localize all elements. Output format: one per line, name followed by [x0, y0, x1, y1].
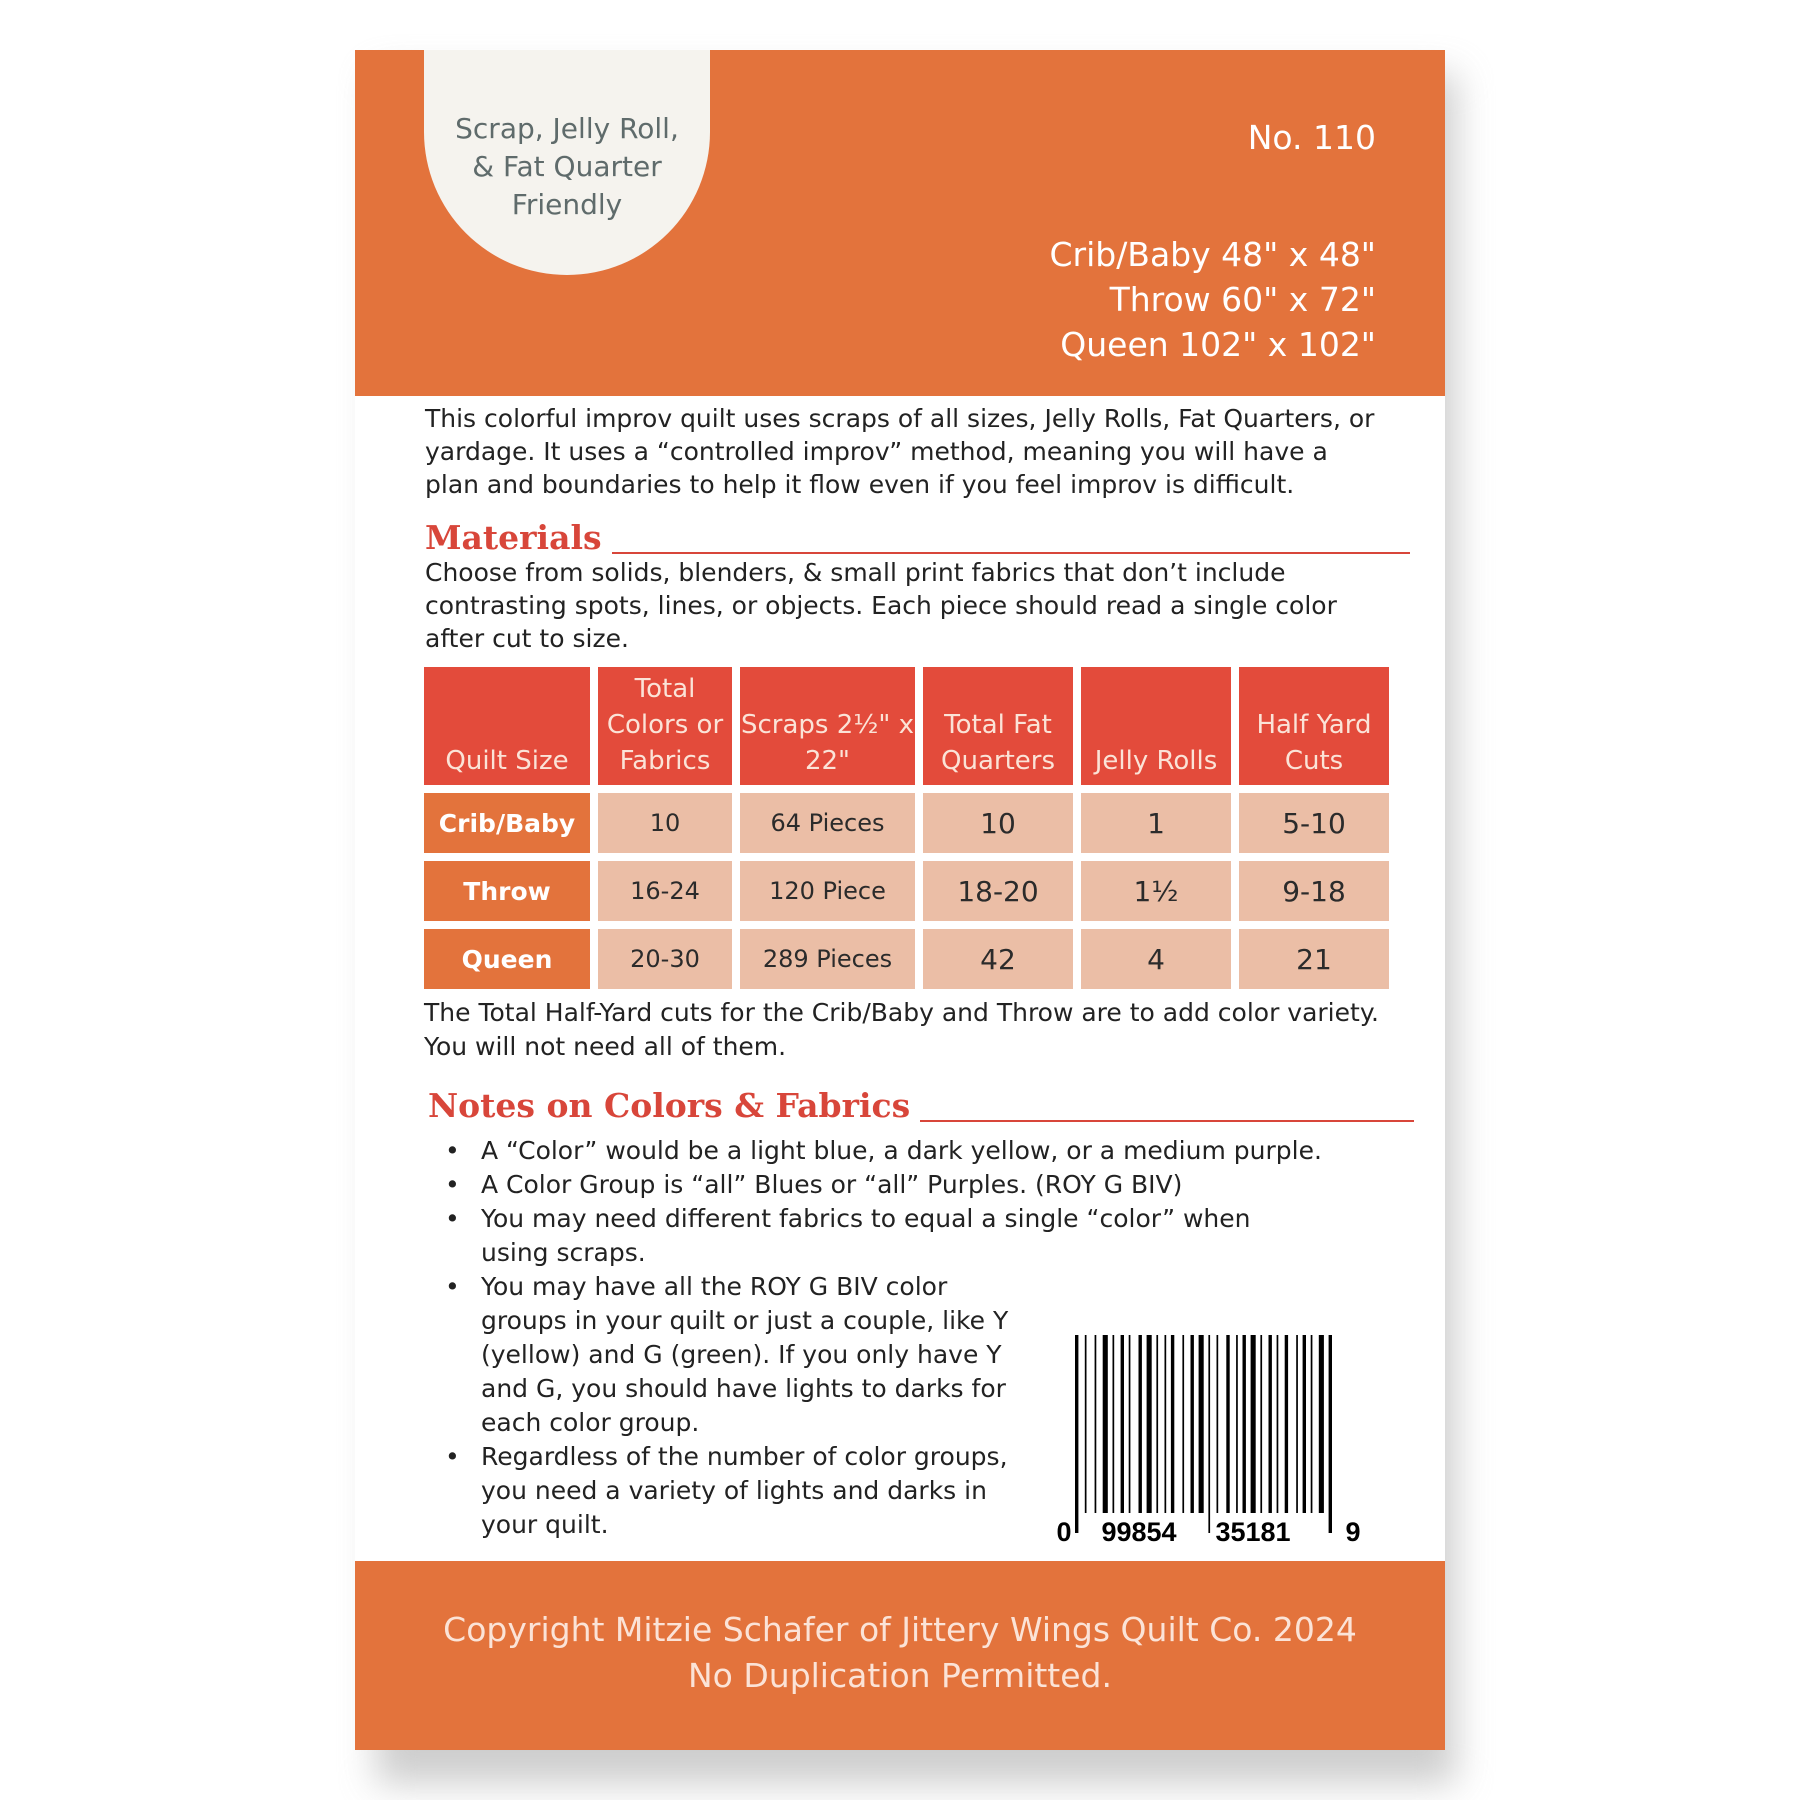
bullet: •: [445, 1272, 460, 1301]
header-band: [355, 50, 1445, 396]
barcode-bar: [1329, 1335, 1332, 1533]
table-cell: 21: [1239, 929, 1389, 989]
barcode-bar: [1217, 1335, 1219, 1513]
barcode-bars: [1075, 1335, 1332, 1533]
notes-title: Notes on Colors & Fabrics: [428, 1086, 911, 1125]
barcode-digit: 9: [1345, 1517, 1361, 1547]
bullet: •: [445, 1442, 460, 1471]
barcode: [1055, 1335, 1365, 1550]
badge-line: Friendly: [511, 188, 623, 221]
table-cell: 289 Pieces: [740, 929, 915, 989]
barcode-bar: [1311, 1335, 1313, 1513]
barcode-bar: [1085, 1335, 1087, 1513]
barcode-bar: [1251, 1335, 1256, 1513]
header-half-yard-cuts: Half Yard Cuts: [1239, 667, 1389, 785]
header-total-colors: Total Colors or Fabrics: [598, 667, 732, 785]
header-jelly-rolls: Jelly Rolls: [1081, 667, 1231, 785]
bullet: •: [445, 1136, 460, 1165]
size-throw: Throw 60" x 72": [1109, 280, 1376, 319]
barcode-bar: [1182, 1335, 1184, 1513]
bullet: •: [445, 1204, 460, 1233]
barcode-bar: [1199, 1335, 1204, 1513]
table-cell: 16-24: [598, 861, 732, 921]
table-cell: 10: [923, 793, 1073, 853]
barcode-bar: [1075, 1335, 1078, 1533]
barcode-bar: [1269, 1335, 1272, 1513]
list-item-text: You may need different fabrics to equal a single “color” when using scraps.: [481, 1204, 1251, 1267]
table-cell: 4: [1081, 929, 1231, 989]
barcode-digit: 0: [1056, 1517, 1072, 1547]
size-crib-baby: Crib/Baby 48" x 48": [1049, 235, 1376, 274]
row-label-queen: Queen: [424, 929, 590, 989]
notes-heading: [428, 1086, 1414, 1126]
table-cell: 64 Pieces: [740, 793, 915, 853]
barcode-bar: [1095, 1335, 1097, 1513]
list-item-text: You may have all the ROY G BIV color groups in your quilt or just a couple, like Y (yellow) and G (green). If you only have Y and G, you should have lights to darks for each color group.: [481, 1272, 1009, 1437]
barcode-bar: [1129, 1335, 1131, 1513]
no-duplication-line: No Duplication Permitted.: [688, 1656, 1112, 1695]
badge-line: Scrap, Jelly Roll,: [455, 112, 679, 145]
barcode-bar: [1147, 1335, 1152, 1513]
badge-line: & Fat Quarter: [472, 150, 662, 183]
copyright-line: Copyright Mitzie Schafer of Jittery Wings Quilt Co. 2024: [443, 1610, 1357, 1649]
footer-band: [355, 1561, 1445, 1750]
intro-paragraph: This colorful improv quilt uses scraps of all sizes, Jelly Rolls, Fat Quarters, or yardage. It uses a “controlled improv” method, meaning you will have a plan and boundaries to help it flow even if you feel improv is difficult.: [425, 404, 1375, 499]
table-cell: 120 Piece: [740, 861, 915, 921]
friendly-badge: [424, 50, 710, 275]
barcode-bar: [1208, 1335, 1210, 1533]
barcode-bar: [1319, 1335, 1324, 1513]
materials-heading: [425, 518, 1410, 558]
materials-title: Materials: [425, 518, 602, 557]
barcode-bar: [1103, 1335, 1108, 1513]
list-item: [443, 1202, 1321, 1270]
materials-text: Choose from solids, blenders, & small print fabrics that don’t include contrasting spots, lines, or objects. Each piece should read a single color after cut to size.: [425, 558, 1337, 653]
notes-rule: [920, 1120, 1414, 1122]
barcode-bar: [1156, 1335, 1158, 1513]
pattern-number: No. 110: [1247, 118, 1376, 157]
table-cell: 1: [1081, 793, 1231, 853]
barcode-digit: 35181: [1215, 1517, 1291, 1547]
table-note: The Total Half-Yard cuts for the Crib/Baby and Throw are to add color variety. You will not need all of them.: [424, 998, 1379, 1061]
barcode-bar: [1191, 1335, 1194, 1513]
barcode-bar: [1243, 1335, 1246, 1513]
row-label-throw: Throw: [424, 861, 590, 921]
header-scraps: Scraps 2½" x 22": [740, 667, 915, 785]
barcode-bar: [1139, 1335, 1142, 1513]
barcode-bar: [1165, 1335, 1167, 1513]
size-queen: Queen 102" x 102": [1060, 325, 1376, 364]
barcode-bar: [1303, 1335, 1306, 1513]
barcode-bar: [1226, 1335, 1229, 1513]
barcode-bar: [1171, 1335, 1174, 1513]
list-item-text: A Color Group is “all” Blues or “all” Purples. (ROY G BIV): [481, 1170, 1183, 1199]
barcode-bar: [1277, 1335, 1279, 1513]
table-cell: 9-18: [1239, 861, 1389, 921]
materials-table: [424, 667, 1389, 989]
materials-rule: [612, 552, 1410, 554]
table-cell: 20-30: [598, 929, 732, 989]
size-list: [1049, 232, 1376, 367]
barcode-bar: [1113, 1335, 1115, 1513]
barcode-bar: [1236, 1335, 1238, 1513]
list-item-text: Regardless of the number of color groups, you need a variety of lights and darks in your quilt.: [481, 1442, 1008, 1539]
barcode-bar: [1296, 1335, 1298, 1513]
table-cell: 18-20: [923, 861, 1073, 921]
list-item: [443, 1168, 1443, 1202]
barcode-bar: [1285, 1335, 1288, 1513]
list-item: [443, 1440, 1011, 1542]
bullet: •: [445, 1170, 460, 1199]
header-fat-quarters: Total Fat Quarters: [923, 667, 1073, 785]
table-cell: 1½: [1081, 861, 1231, 921]
table-cell: 42: [923, 929, 1073, 989]
row-label-crib-baby: Crib/Baby: [424, 793, 590, 853]
barcode-bar: [1121, 1335, 1124, 1513]
list-item-text: A “Color” would be a light blue, a dark yellow, or a medium purple.: [481, 1136, 1322, 1165]
barcode-digit: 99854: [1101, 1517, 1177, 1547]
pattern-back-cover: [355, 50, 1445, 1750]
table-cell: 5-10: [1239, 793, 1389, 853]
list-item: [443, 1270, 1011, 1440]
barcode-bar: [1260, 1335, 1262, 1513]
header-quilt-size: Quilt Size: [424, 667, 590, 785]
table-cell: 10: [598, 793, 732, 853]
list-item: [443, 1134, 1443, 1168]
